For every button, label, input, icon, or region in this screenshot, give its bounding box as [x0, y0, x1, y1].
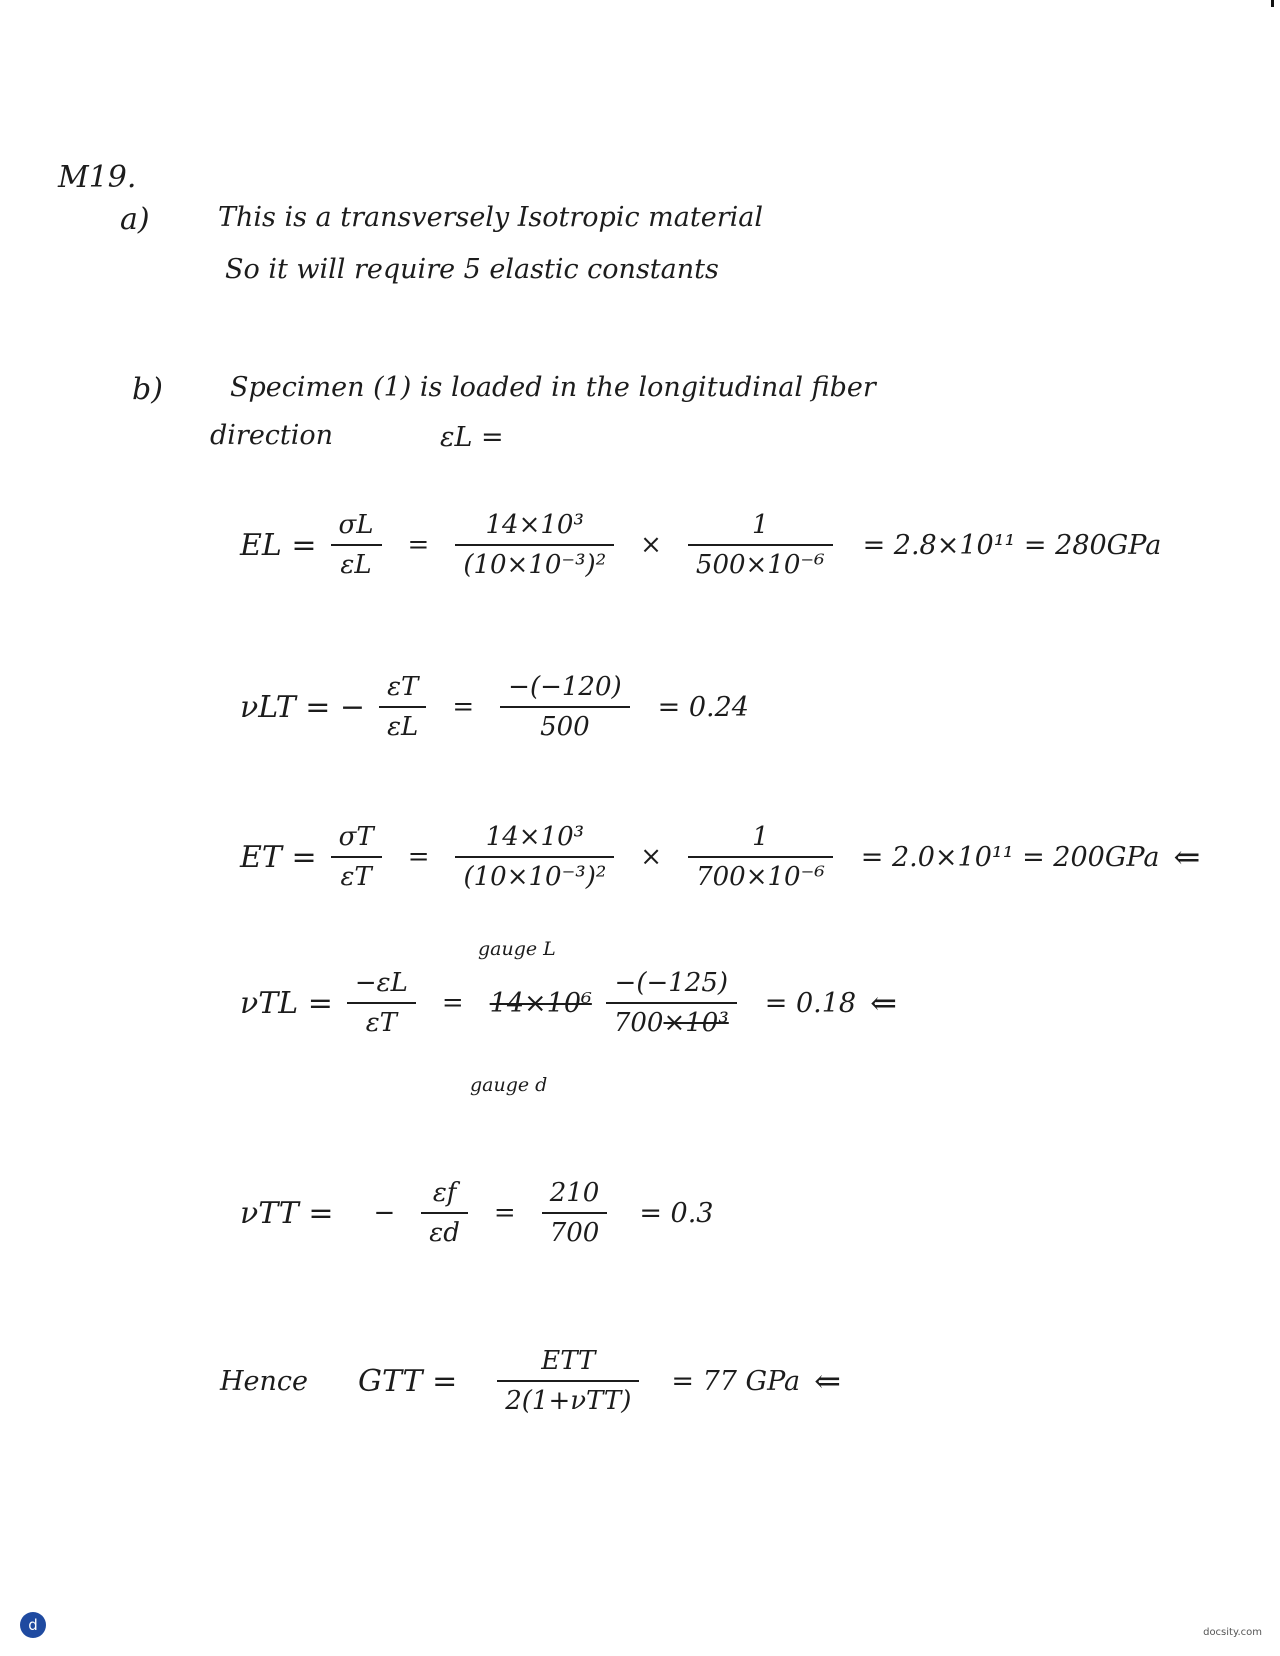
problem-id: M19. [58, 160, 137, 195]
e-l-load-fraction [455, 510, 614, 580]
g-tt-hence: Hence [220, 1365, 309, 1397]
nu-tl-answer-arrow-icon: ⇐ [870, 984, 897, 1022]
e-t-num: 14×10³ [485, 822, 585, 852]
part-b-line1: Specimen (1) is loaded in the longitudinal fiber [230, 372, 876, 403]
e-l-den2: 500×10⁻⁶ [695, 550, 825, 580]
e-t-result: = 2.0×10¹¹ = 200GPa [860, 841, 1160, 873]
equation-e-t [240, 822, 1200, 892]
part-a-line1: This is a transversely Isotropic material [218, 202, 763, 233]
nu-lt-eq: = [452, 692, 475, 722]
e-l-eq: = [407, 530, 430, 560]
e-l-stress-strain-fraction [331, 510, 382, 580]
nu-tl-eq: = [441, 988, 464, 1018]
nu-tl-result: = 0.18 [764, 987, 857, 1019]
nu-tl-crossed-out: 14×10⁶ [489, 987, 592, 1019]
nu-lt-value-fraction [500, 672, 629, 742]
equation-e-l [240, 510, 1161, 580]
e-t-frac-num: σT [338, 822, 374, 852]
equation-g-tt [220, 1346, 841, 1416]
nu-tt-lhs: νTT = [240, 1195, 334, 1231]
nu-tl-lhs: νTL = [240, 985, 333, 1021]
nu-tl-num: −(−125) [614, 968, 729, 998]
nu-lt-den: 500 [540, 712, 590, 742]
e-t-answer-arrow-icon: ⇐ [1173, 838, 1201, 876]
nu-tl-frac-den: εT [365, 1008, 397, 1038]
e-t-strain-fraction [688, 822, 833, 892]
e-t-times: × [640, 842, 663, 872]
e-l-num: 14×10³ [485, 510, 584, 540]
page-edge-mark [1271, 0, 1274, 7]
e-t-load-fraction [455, 822, 614, 892]
g-tt-answer-arrow-icon: ⇐ [814, 1362, 841, 1400]
g-tt-result: = 77 GPa [671, 1365, 801, 1397]
e-t-frac-den: εT [340, 862, 372, 892]
e-l-result: = 2.8×10¹¹ = 280GPa [862, 529, 1162, 561]
part-a-line2: So it will require 5 elastic constants [225, 254, 719, 285]
nu-tl-den-wrap [606, 1004, 737, 1038]
nu-tt-strain-fraction [421, 1178, 468, 1248]
nu-tt-num: 210 [549, 1178, 600, 1208]
nu-tl-den: 700 [613, 1008, 664, 1038]
nu-tl-frac-num: −εL [354, 968, 408, 998]
nu-tt-result: = 0.3 [639, 1197, 714, 1229]
e-l-strain-fraction [688, 510, 833, 580]
e-l-times: × [640, 530, 662, 560]
nu-tt-frac-den: εd [429, 1218, 460, 1248]
part-b-line2-expr: εL = [440, 422, 504, 453]
nu-tt-minus: − [373, 1198, 396, 1228]
g-tt-fraction [497, 1346, 639, 1416]
nu-tl-note-bottom: gauge d [470, 1074, 548, 1096]
part-b-line2: direction [210, 420, 334, 451]
g-tt-frac-num: ETT [541, 1346, 596, 1376]
nu-tl-den-crossed: ×10³ [663, 1008, 729, 1038]
nu-tl-value-fraction [606, 968, 737, 1038]
equation-nu-lt [240, 672, 749, 742]
nu-tl-note-top: gauge L [478, 938, 556, 960]
e-l-lhs: EL = [240, 527, 317, 563]
equation-nu-tl [240, 968, 897, 1038]
nu-lt-frac-num: εT [387, 672, 419, 702]
g-tt-frac-den: 2(1+νTT) [505, 1386, 632, 1416]
nu-lt-num: −(−120) [508, 672, 622, 702]
nu-tt-frac-num: εf [432, 1178, 457, 1208]
nu-tl-strain-fraction [347, 968, 416, 1038]
footer-site: docsity.com [1203, 1627, 1262, 1638]
e-t-lhs: ET = [240, 839, 317, 875]
equation-nu-tt [240, 1178, 714, 1248]
e-l-frac-den: εL [340, 550, 372, 580]
e-t-stress-strain-fraction [331, 822, 382, 892]
e-t-eq: = [407, 842, 430, 872]
e-l-den: (10×10⁻³)² [463, 550, 607, 580]
docsity-logo-icon: d [20, 1612, 46, 1638]
e-l-frac-num: σL [338, 510, 374, 540]
nu-tt-eq: = [493, 1198, 516, 1228]
e-t-num2: 1 [752, 822, 769, 852]
nu-lt-lhs: νLT = − [240, 689, 366, 725]
e-t-den2: 700×10⁻⁶ [696, 862, 825, 892]
nu-tt-den: 700 [549, 1218, 600, 1248]
e-l-num2: 1 [751, 510, 769, 540]
e-t-den: (10×10⁻³)² [463, 862, 607, 892]
part-b-label: b) [132, 372, 163, 407]
nu-tt-value-fraction [542, 1178, 608, 1248]
g-tt-lhs: GTT = [358, 1363, 458, 1399]
nu-lt-frac-den: εL [387, 712, 419, 742]
part-a-label: a) [120, 202, 150, 237]
nu-lt-result: = 0.24 [657, 691, 749, 723]
nu-lt-strain-fraction [379, 672, 426, 742]
